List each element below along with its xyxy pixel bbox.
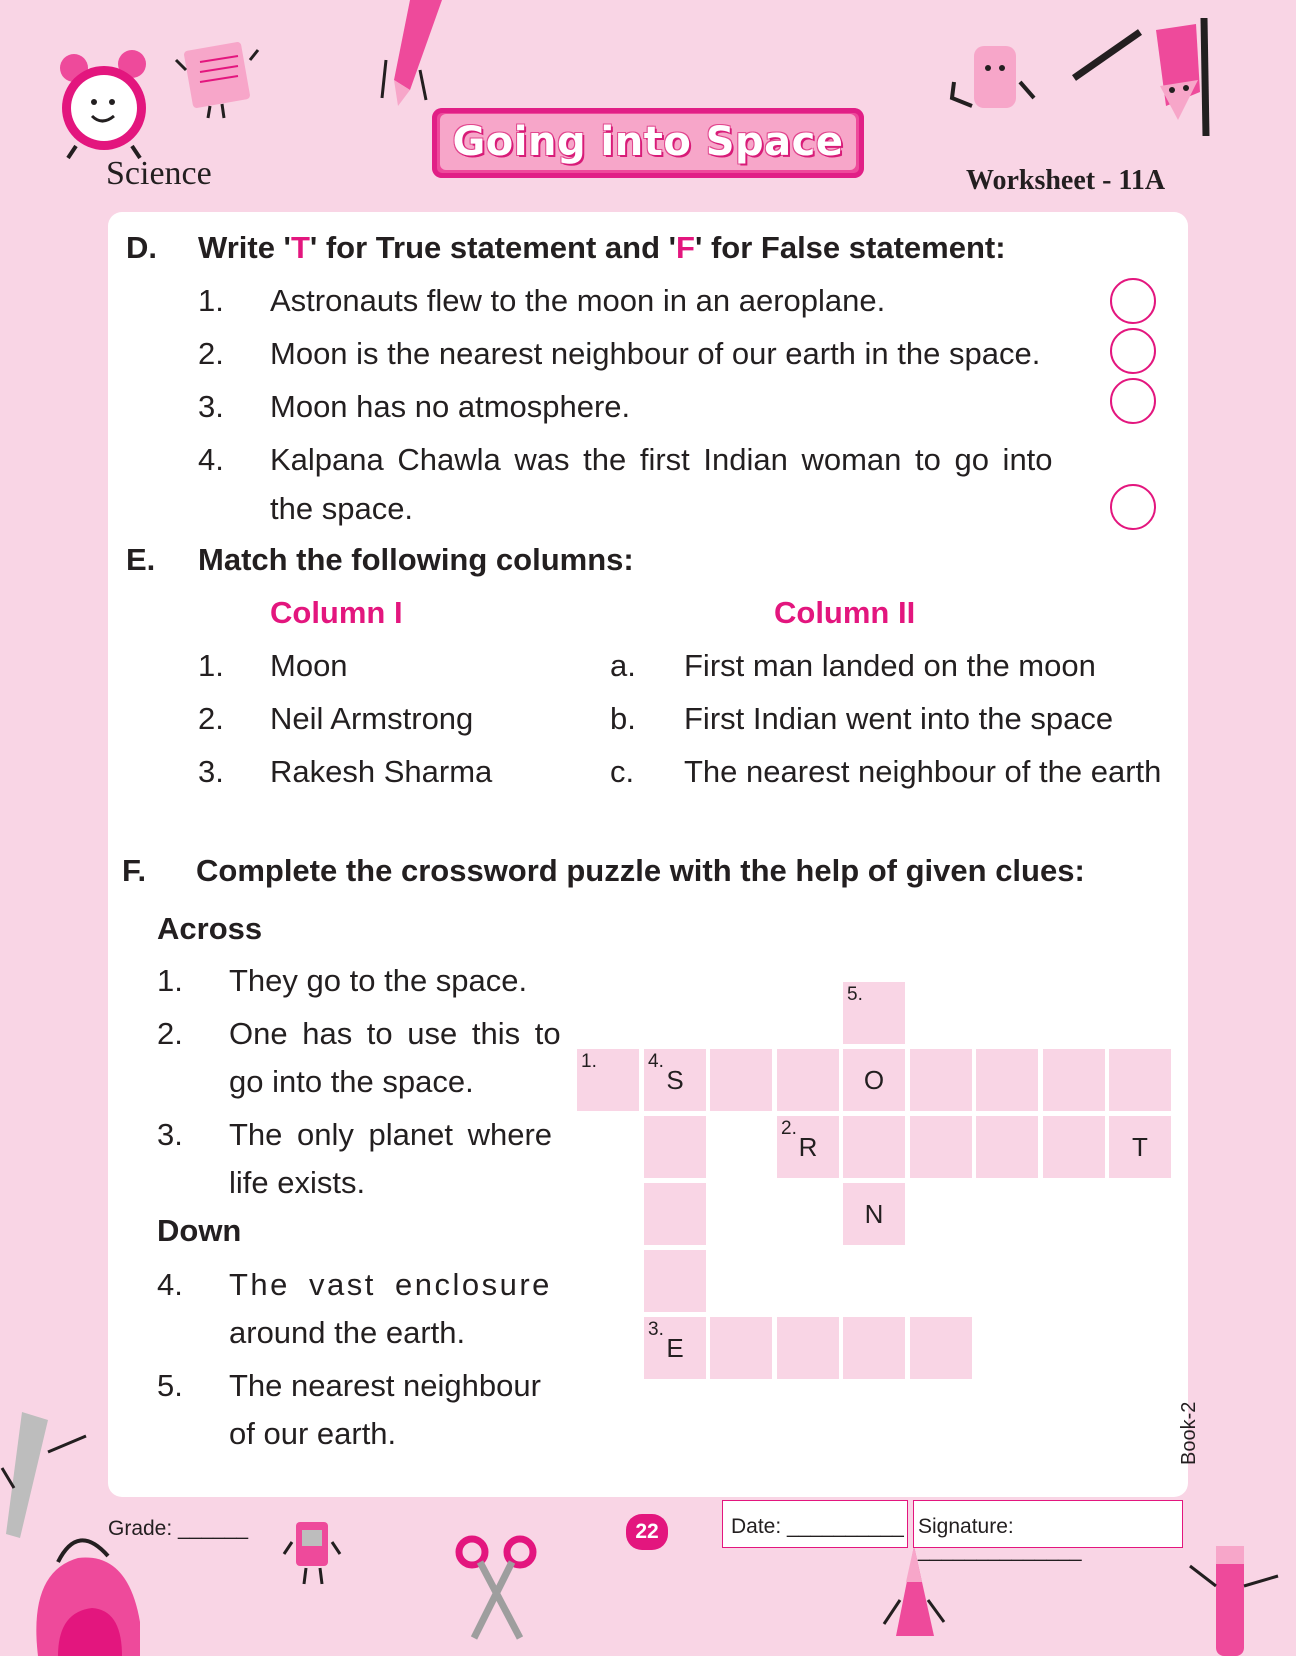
clue-text: go into the space.: [229, 1064, 474, 1099]
scissors-icon: [454, 1534, 540, 1644]
alarm-clock-icon: [54, 46, 154, 161]
clue-number: 3.: [157, 1117, 183, 1152]
crossword-cell[interactable]: [909, 1048, 973, 1112]
across-title: Across: [157, 911, 263, 946]
crossword-cell[interactable]: 5.: [842, 981, 906, 1045]
item-number: 3.: [198, 389, 224, 424]
section-d-heading: Write 'T' for True statement and 'F' for False statement:: [198, 230, 1006, 265]
subject-label: Science: [106, 155, 212, 192]
page-number: 22: [626, 1514, 668, 1550]
clue-text: around the earth.: [229, 1315, 466, 1350]
match-description: The nearest neighbour of the earth: [684, 754, 1162, 789]
item-number: 2.: [198, 336, 224, 371]
crossword-cell[interactable]: [709, 1048, 773, 1112]
clue-number: 5.: [157, 1368, 183, 1403]
crossword-cell[interactable]: [975, 1048, 1039, 1112]
match-term: Rakesh Sharma: [270, 754, 493, 789]
book-tag: Book-2: [1178, 1401, 1200, 1465]
match-number: 1.: [198, 648, 224, 683]
answer-circle[interactable]: [1110, 328, 1156, 374]
worksheet-number: Worksheet - 11A: [966, 165, 1166, 196]
clue-number: 1.: [157, 963, 183, 998]
crossword-cell[interactable]: [776, 1048, 840, 1112]
statement-text: Moon is the nearest neighbour of our earth in the space.: [270, 336, 1041, 371]
clue-text: life exists.: [229, 1165, 366, 1200]
section-f-heading: Complete the crossword puzzle with the help of given clues:: [196, 853, 1085, 888]
pencil-icon: [380, 0, 450, 110]
section-e-heading: Match the following columns:: [198, 542, 634, 577]
match-letter: c.: [610, 754, 635, 789]
date-label: Date: __________: [731, 1515, 904, 1538]
crossword-cell[interactable]: [1042, 1048, 1106, 1112]
crossword-cell[interactable]: [709, 1316, 773, 1380]
answer-circle[interactable]: [1110, 484, 1156, 530]
crossword-cell[interactable]: N: [842, 1182, 906, 1246]
crossword-cell[interactable]: [776, 1316, 840, 1380]
eraser-icon: [948, 42, 1038, 122]
statement-text: Moon has no atmosphere.: [270, 389, 631, 424]
crossword-cell[interactable]: [643, 1115, 707, 1179]
clue-text: of our earth.: [229, 1416, 397, 1451]
clue-text: The nearest neighbour: [229, 1368, 541, 1403]
crossword-cell[interactable]: [1042, 1115, 1106, 1179]
clue-text: The vast enclosure: [229, 1267, 552, 1302]
page-title: Going into Space: [452, 119, 844, 165]
match-description: First Indian went into the space: [684, 701, 1114, 736]
item-number: 1.: [198, 283, 224, 318]
match-number: 3.: [198, 754, 224, 789]
crossword-cell[interactable]: [842, 1316, 906, 1380]
match-term: Neil Armstrong: [270, 701, 474, 736]
clue-number: 2.: [157, 1016, 183, 1051]
crossword-cell[interactable]: [643, 1249, 707, 1313]
statement-text: Kalpana Chawla was the first Indian woman to go into: [270, 442, 1053, 477]
notebook-icon: [170, 40, 260, 120]
clue-text: One has to use this to: [229, 1016, 561, 1051]
match-letter: a.: [610, 648, 636, 683]
clue-number: 4.: [157, 1267, 183, 1302]
clue-text: They go to the space.: [229, 963, 528, 998]
statement-text-continued: the space.: [270, 491, 414, 526]
crossword-cell[interactable]: [909, 1115, 973, 1179]
match-description: First man landed on the moon: [684, 648, 1096, 683]
crossword-cell[interactable]: [975, 1115, 1039, 1179]
column-2-title: Column II: [774, 595, 916, 630]
section-f-letter: F.: [122, 853, 147, 888]
crossword-cell[interactable]: T: [1108, 1115, 1172, 1179]
backpack-icon: [18, 1522, 148, 1656]
section-d-letter: D.: [126, 230, 157, 265]
column-1-title: Column I: [270, 595, 403, 630]
match-number: 2.: [198, 701, 224, 736]
crossword-cell[interactable]: 2. R: [776, 1115, 840, 1179]
section-e-letter: E.: [126, 542, 156, 577]
grade-label: Grade: ______: [108, 1517, 249, 1540]
answer-circle[interactable]: [1110, 378, 1156, 424]
crossword-cell[interactable]: O: [842, 1048, 906, 1112]
down-title: Down: [157, 1213, 242, 1248]
title-banner: [432, 108, 864, 178]
crossword-cell[interactable]: [643, 1182, 707, 1246]
signature-label: Signature: ______________: [918, 1515, 1082, 1562]
sharpener-icon: [282, 1518, 342, 1588]
answer-circle[interactable]: [1110, 278, 1156, 324]
crossword-cell[interactable]: [909, 1316, 973, 1380]
pencil-character-icon: [1186, 1536, 1286, 1656]
statement-text: Astronauts flew to the moon in an aeroplane.: [270, 283, 886, 318]
clue-text: The only planet where: [229, 1117, 553, 1152]
match-term: Moon: [270, 648, 348, 683]
match-letter: b.: [610, 701, 636, 736]
signature-field[interactable]: [913, 1500, 1183, 1562]
crossword-cell[interactable]: 3. E: [643, 1316, 707, 1380]
crossword-cell[interactable]: [842, 1115, 906, 1179]
crossword-cell[interactable]: [1108, 1048, 1172, 1112]
item-number: 4.: [198, 442, 224, 477]
crossword-cell[interactable]: 1.: [576, 1048, 640, 1112]
pen-icon: [1070, 8, 1220, 138]
date-field[interactable]: [722, 1500, 908, 1548]
crossword-cell[interactable]: 4. S: [643, 1048, 707, 1112]
